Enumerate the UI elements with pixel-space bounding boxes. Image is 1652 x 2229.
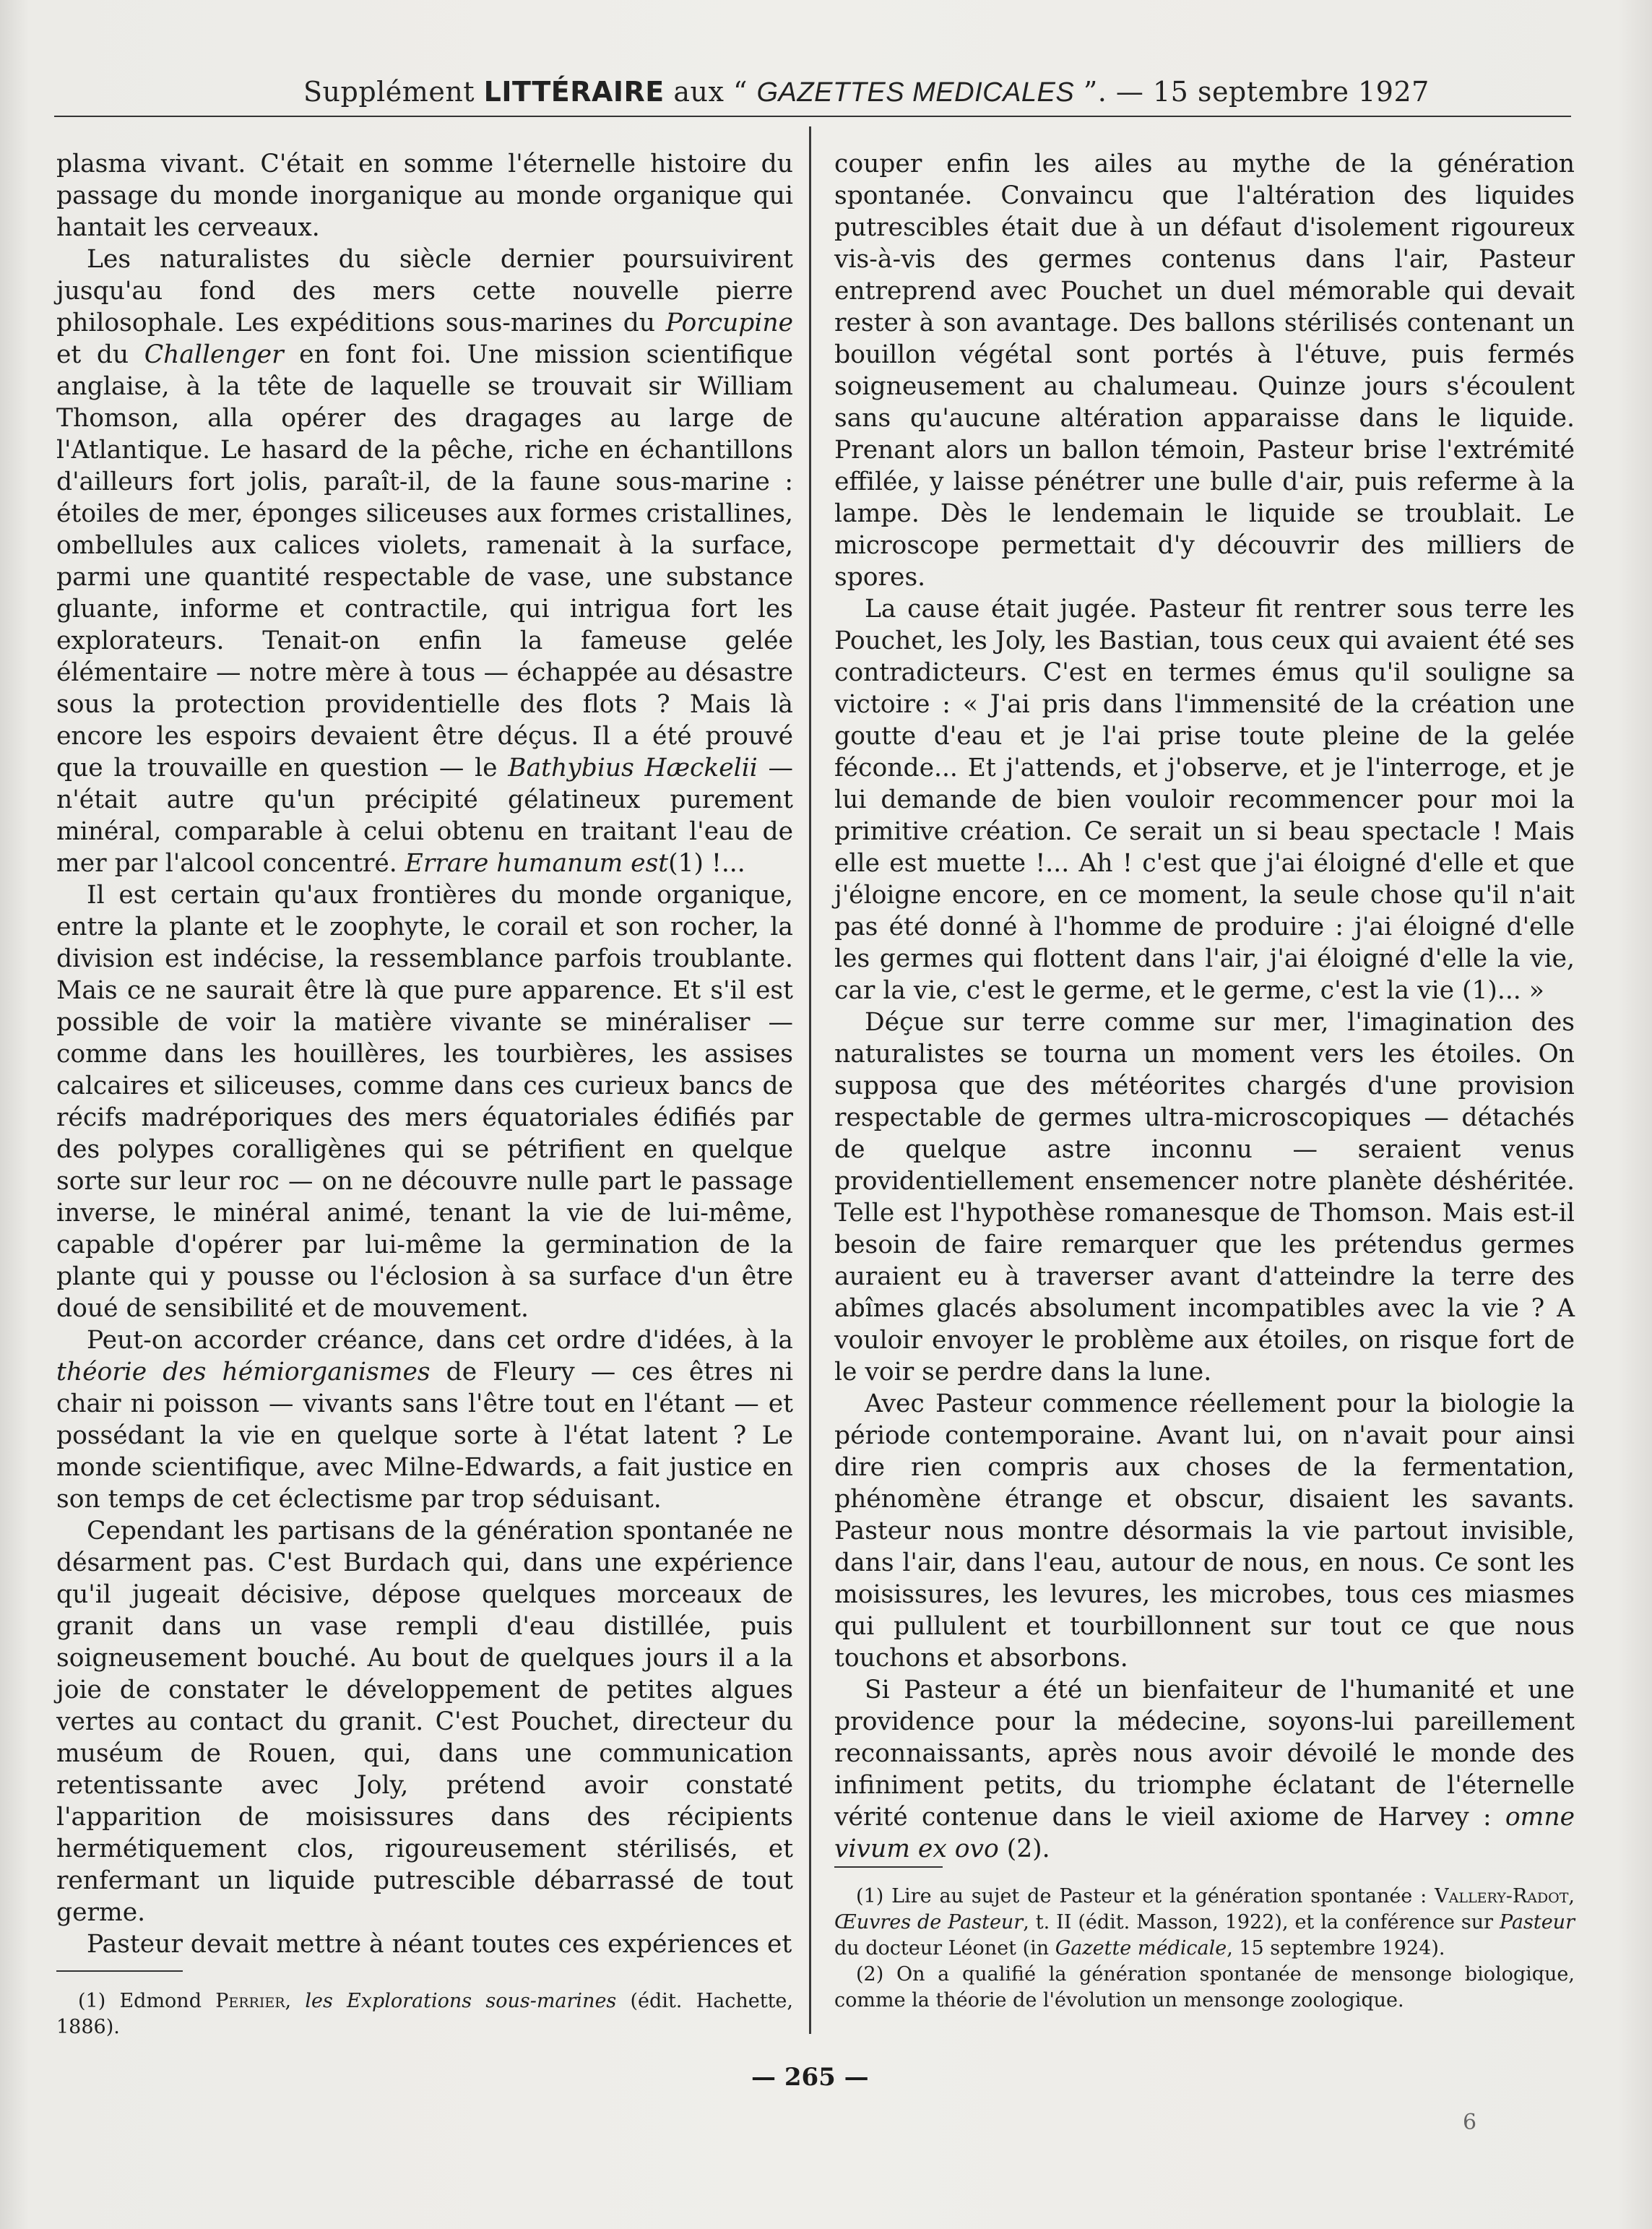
right-paragraph-1: couper enfin les ailes au mythe de la génération spontanée. Convaincu que l'altération des liquides putrescibles était due à un défaut d'isolement rigoureux vis-à-vis des germes contenus dans l'air, Pasteur entreprend avec Pouchet un duel mémorable qui devait rester à son avantage. Des ballons stérilisés contenant un bouillon végétal sont portés à l'étuve, puis fermés soigneusement au chalumeau. Quinze jours s'écoulent sans qu'aucune altération apparaisse dans le liquide. Prenant alors un ballon témoin, Pasteur brise l'extrémité effilée, y laisse pénétrer une bulle d'air, puis referme à la lampe. Dès le lendemain le liquide se troublait. Le microscope permettait d'y découvrir des milliers de spores.	[834, 150, 1575, 592]
right-footnote-rule	[834, 1866, 943, 1868]
corner-mark: 6	[1463, 2110, 1477, 2135]
left-footnote: (1) Edmond Perrier, les Explorations sous-marines (édit. Hachette, 1886).	[56, 1990, 793, 2038]
left-paragraph-1: plasma vivant. C'était en somme l'éternelle histoire du passage du monde inorganique au monde organique qui hantait les cerveaux.	[56, 150, 793, 242]
header-rule	[54, 116, 1571, 117]
right-footnotes	[834, 1884, 1575, 2014]
right-footnote-2: (2) On a qualifié la génération spontanée de mensonge biologique, comme la théorie de l'évolution un mensonge zoologique.	[834, 1963, 1575, 2012]
right-paragraph-3: Déçue sur terre comme sur mer, l'imagination des naturalistes se tourna un moment vers les étoiles. On supposa que des météorites chargés d'une provision respectable de germes ultra-microscopiques — détachés de quelque astre inconnu — seraient venus providentiellement ensemencer notre planète déshéritée. Telle est l'hypothèse romanesque de Thomson. Mais est-il besoin de faire remarquer que les prétendus germes auraient eu à traverser avant d'atteindre la terre des abîmes glacés absolument incompatibles avec la vie ? A vouloir envoyer le problème aux étoiles, on risque fort de le voir se perdre dans la lune.	[834, 1008, 1575, 1387]
header-bold: LITTÉRAIRE	[483, 76, 665, 108]
left-paragraph-5: Cependant les partisans de la génération spontanée ne désarment pas. C'est Burdach qui, dans une expérience qu'il jugeait décisive, dépose quelques morceaux de granit dans un vase rempli d'eau distillée, puis soigneusement bouché. Au bout de quelques jours il a la joie de constater le développement de petites algues vertes au contact du granit. C'est Pouchet, directeur du muséum de Rouen, qui, dans une communication retentissante avec Joly, prétend avoir constaté l'apparition de moisissures dans des récipients hermétiquement clos, rigoureusement stérilisés, et renfermant un liquide putrescible débarrassé de tout germe.	[56, 1517, 793, 1927]
right-footnote-1: (1) Lire au sujet de Pasteur et la génération spontanée : Vallery-Radot, Œuvres de Pasteur, t. II (édit. Masson, 1922), et la conférence sur Pasteur du docteur Léonet (in Gazette médicale, 15 septembre 1924).	[834, 1885, 1575, 1959]
header-prefix: Supplément	[303, 76, 475, 108]
right-paragraph-2: La cause était jugée. Pasteur fit rentrer sous terre les Pouchet, les Joly, les Bastian, tous ceux qui avaient été ses contradicteurs. C'est en termes émus qu'il souligne sa victoire : « J'ai pris dans l'immensité de la création une goutte d'eau et je l'ai prise toute pleine de la gelée féconde... Et j'attends, et j'observe, et je l'interroge, et je lui demande de bien vouloir recommencer pour moi la primitive création. Ce serait un si beau spectacle ! Mais elle est muette !... Ah ! c'est que j'ai éloigné d'elle et que j'éloigne encore, en ce moment, la seule chose qu'il n'ait pas été donné à l'homme de produire : j'ai éloigné d'elle les germes qui flottent dans l'air, j'ai éloigné d'elle la vie, car la vie, c'est le germe, et le germe, c'est la vie (1)... »	[834, 595, 1575, 1005]
header-journal: GAZETTES MEDICALES	[756, 77, 1075, 108]
right-paragraph-5: Si Pasteur a été un bienfaiteur de l'humanité et une providence pour la médecine, soyons-lui pareillement reconnaissants, après nous avoir dévoilé le monde des infiniment petits, du triomphe éclatant de l'éternelle vérité contenue dans le vieil axiome de Harvey : omne vivum ex ovo (2).	[834, 1676, 1575, 1863]
left-column	[56, 148, 793, 1960]
header-date: ”. — 15 septembre 1927	[1083, 76, 1430, 108]
left-paragraph-6: Pasteur devait mettre à néant toutes ces expériences et	[87, 1930, 792, 1959]
page-number: — 265 —	[751, 2063, 869, 2092]
running-header	[303, 76, 1430, 108]
column-divider	[809, 126, 811, 2034]
left-paragraph-3: Il est certain qu'aux frontières du monde organique, entre la plante et le zoophyte, le corail et son rocher, la division est indécise, la ressemblance parfois troublante. Mais ce ne saurait être là que pure apparence. Et s'il est possible de voir la matière vivante se minéraliser — comme dans les houillères, les tourbières, les assises calcaires et siliceuses, comme dans ces curieux bancs de récifs madréporiques des mers équatoriales édifiés par des polypes coralligènes qui se pétrifient en quelque sorte sur leur roc — on ne découvre nulle part le passage inverse, le minéral animé, tenant la vie de lui-même, capable d'opérer par lui-même la germination de la plante qui y pousse ou l'éclosion à sa surface d'un être doué de sensibilité et de mouvement.	[56, 881, 793, 1323]
right-paragraph-4: Avec Pasteur commence réellement pour la biologie la période contemporaine. Avant lui, on n'avait pour ainsi dire rien compris aux choses de la fermentation, phénomène étrange et obscur, disaient les savants. Pasteur nous montre désormais la vie partout invisible, dans l'air, dans l'eau, autour de nous, en nous. Ce sont les moisissures, les levures, les microbes, tous ces miasmes qui pullulent et tourbillonnent sur tout ce que nous touchons et absorbons.	[834, 1389, 1575, 1673]
right-column	[834, 148, 1575, 1865]
left-footnote-rule	[56, 1970, 183, 1972]
left-paragraph-2: Les naturalistes du siècle dernier poursuivirent jusqu'au fond des mers cette nouvelle pierre philosophale. Les expéditions sous-marines du Porcupine et du Challenger en font foi. Une mission scientifique anglaise, à la tête de laquelle se trouvait sir William Thomson, alla opérer des dragages au large de l'Atlantique. Le hasard de la pêche, riche en échantillons d'ailleurs fort jolis, paraît-il, de la faune sous-marine : étoiles de mer, éponges siliceuses aux formes cristallines, ombellules aux calices violets, ramenait à la surface, parmi une quantité respectable de vase, une substance gluante, informe et contractile, qui intrigua fort les explorateurs. Tenait-on enfin la fameuse gelée élémentaire — notre mère à tous — échappée au désastre sous la protection providentielle des flots ? Mais là encore les espoirs devaient être déçus. Il a été prouvé que la trouvaille en question — le Bathybius Hæckelii — n'était autre qu'un précipité gélatineux purement minéral, comparable à celui obtenu en traitant l'eau de mer par l'alcool concentré. Errare humanum est(1) !...	[56, 245, 794, 878]
left-paragraph-4: Peut-on accorder créance, dans cet ordre d'idées, à la théorie des hémiorganismes de Fleury — ces êtres ni chair ni poisson — vivants sans l'être tout en l'étant — et possédant la vie en quelque sorte à l'état latent ? Le monde scientifique, avec Milne-Edwards, a fait justice en son temps de cet éclectisme par trop séduisant.	[56, 1326, 793, 1514]
header-mid: aux “	[673, 76, 748, 108]
